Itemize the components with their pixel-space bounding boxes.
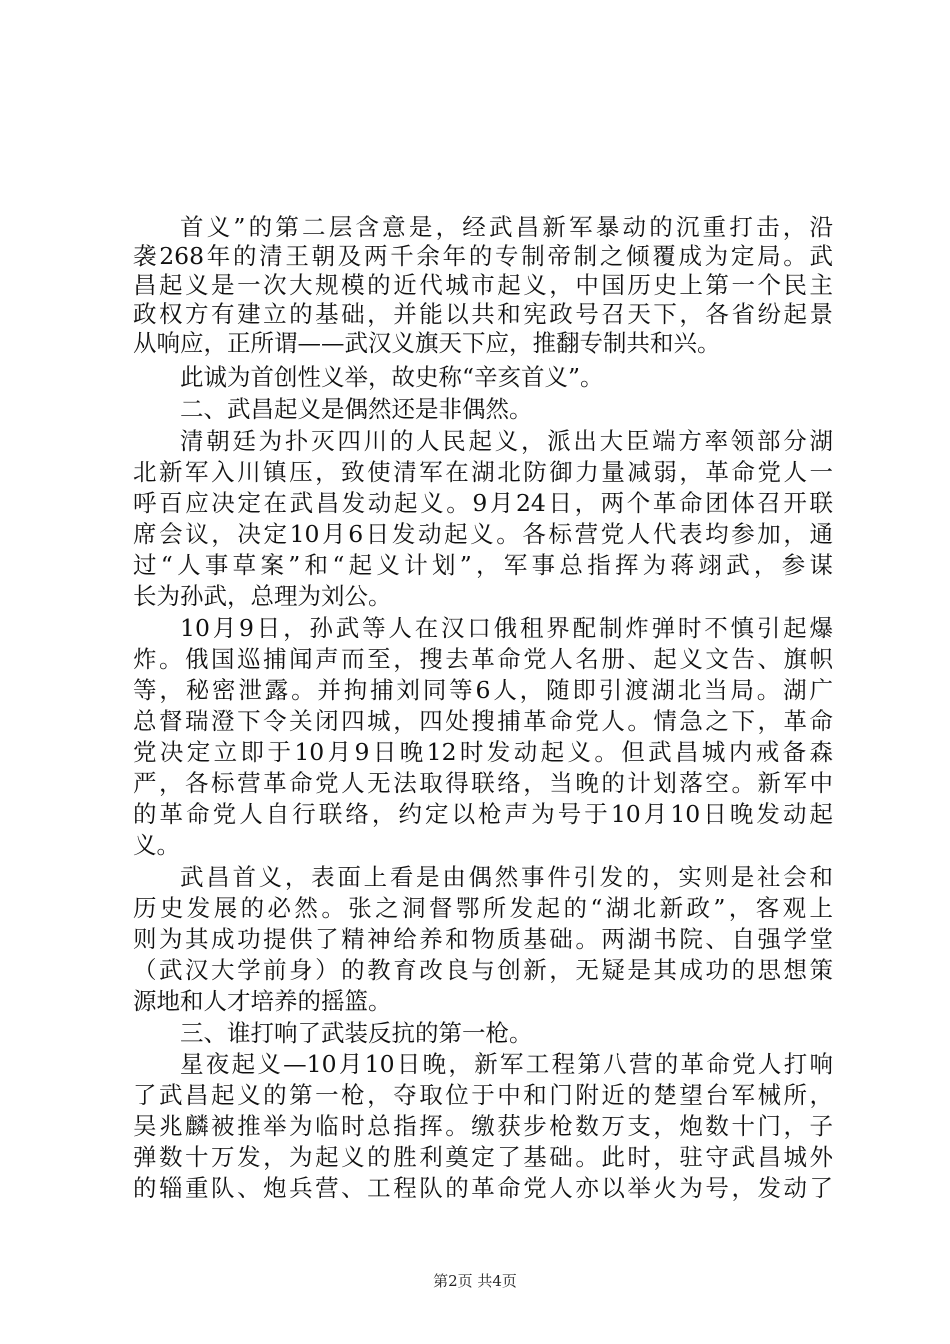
text-line: 席会议，决定10月6日发动起义。各标营党人代表均参加，通	[133, 520, 833, 548]
text-line: 严，各标营革命党人无法取得联络，当晚的计划落空。新军中	[133, 769, 833, 797]
text-line: 袭268年的清王朝及两千余年的专制帝制之倾覆成为定局。武	[133, 242, 833, 270]
text-line: 历史发展的必然。张之洞督鄂所发起的“湖北新政”，客观上	[133, 894, 833, 922]
text-line: 吴兆麟被推举为临时总指挥。缴获步枪数万支，炮数十门，子	[133, 1112, 833, 1140]
text-line: 10月9日，孙武等人在汉口俄租界配制炸弹时不慎引起爆	[180, 614, 833, 642]
text-line: 炸。俄国巡捕闻声而至，搜去革命党人名册、起义文告、旗帜	[133, 645, 833, 673]
text-line: 三、谁打响了武装反抗的第一枪。	[180, 1019, 533, 1047]
page-number-footer: 第2页 共4页	[433, 1272, 517, 1290]
text-line: 党决定立即于10月9日晚12时发动起义。但武昌城内戒备森	[133, 738, 833, 766]
text-line: 长为孙武，总理为刘公。	[133, 582, 392, 610]
text-line: 了武昌起义的第一枪，夺取位于中和门附近的楚望台军械所，	[133, 1081, 833, 1109]
text-line: 从响应，正所谓——武汉义旗天下应，推翻专制共和兴。	[133, 329, 721, 357]
text-line: 则为其成功提供了精神给养和物质基础。两湖书院、自强学堂	[133, 925, 833, 953]
text-line: 此诚为首创性义举，故史称“辛亥首义”。	[180, 363, 604, 391]
text-line: 总督瑞澄下令关闭四城，四处搜捕革命党人。情急之下，革命	[133, 707, 833, 735]
text-line: （武汉大学前身）的教育改良与创新，无疑是其成功的思想策	[133, 956, 833, 984]
text-line: 政权方有建立的基础，并能以共和宪政号召天下，各省纷起景	[133, 300, 833, 328]
text-line: 北新军入川镇压，致使清军在湖北防御力量减弱，革命党人一	[133, 458, 833, 486]
text-line: 过“人事草案”和“起义计划”，军事总指挥为蒋翊武，参谋	[133, 551, 833, 579]
text-line: 的辎重队、炮兵营、工程队的革命党人亦以举火为号，发动了	[133, 1174, 833, 1202]
text-line: 源地和人才培养的摇篮。	[133, 987, 392, 1015]
text-line: 呼百应决定在武昌发动起义。9月24日，两个革命团体召开联	[133, 489, 833, 517]
text-line: 义。	[133, 831, 180, 859]
text-line: 二、武昌起义是偶然还是非偶然。	[180, 395, 533, 423]
text-line: 首义”的第二层含意是，经武昌新军暴动的沉重打击，沿	[180, 213, 833, 241]
text-line: 武昌首义，表面上看是由偶然事件引发的，实则是社会和	[180, 863, 833, 891]
text-line: 的革命党人自行联络，约定以枪声为号于10月10日晚发动起	[133, 800, 833, 828]
text-line: 等，秘密泄露。并拘捕刘同等6人，随即引渡湖北当局。湖广	[133, 676, 833, 704]
text-line: 星夜起义—10月10日晚，新军工程第八营的革命党人打响	[180, 1050, 833, 1078]
text-line: 清朝廷为扑灭四川的人民起义，派出大臣端方率领部分湖	[180, 427, 833, 455]
text-line: 弹数十万发，为起义的胜利奠定了基础。此时，驻守武昌城外	[133, 1143, 833, 1171]
text-line: 昌起义是一次大规模的近代城市起义，中国历史上第一个民主	[133, 271, 833, 299]
